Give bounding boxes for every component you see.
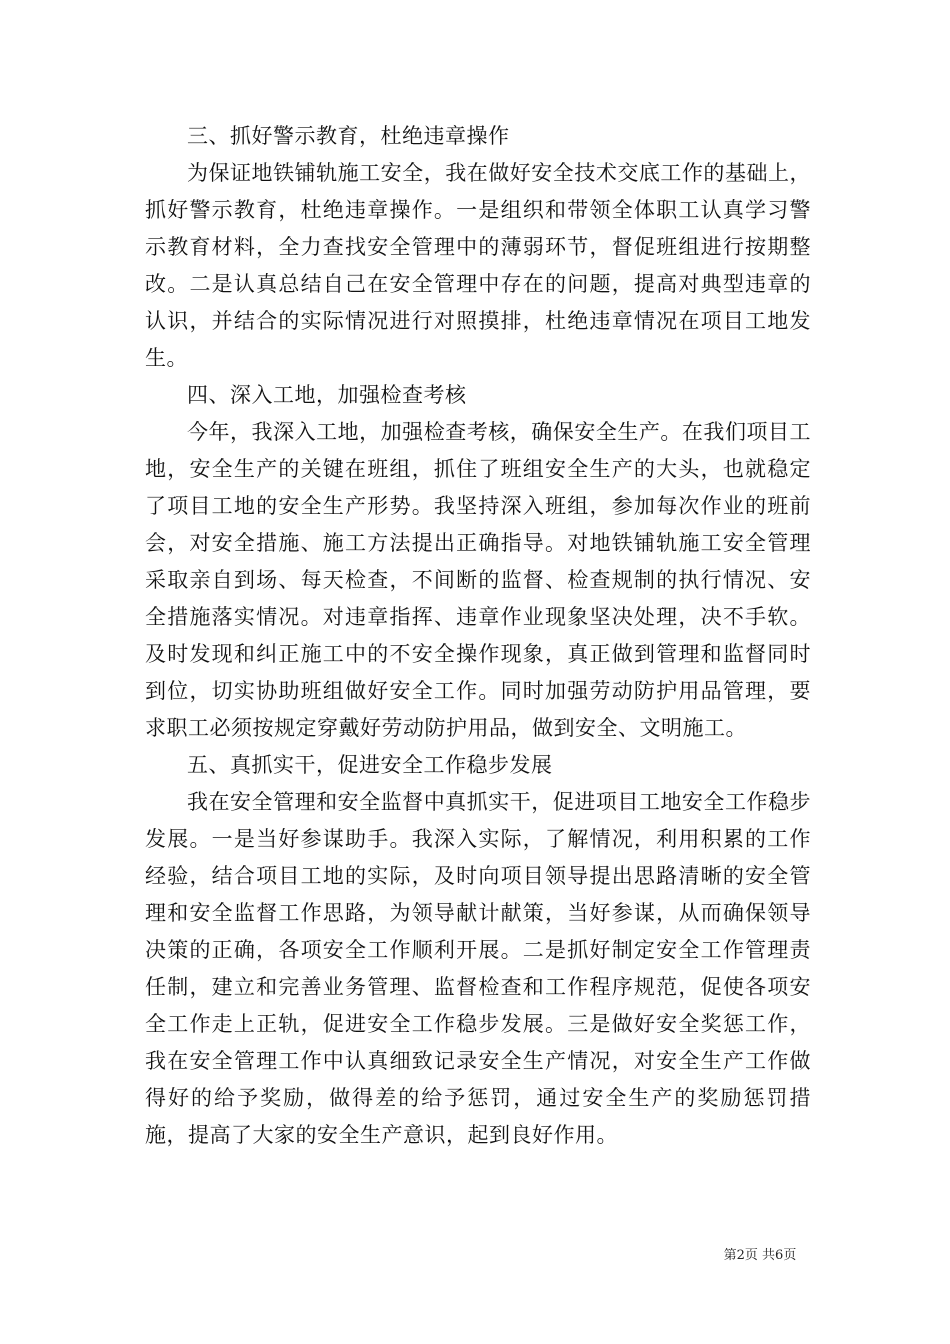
section-paragraph-3: 为保证地铁铺轨施工安全，我在做好安全技术交底工作的基础上，抓好警示教育，杜绝违章操作。一是组织和带领全体职工认真学习警示教育材料，全力查找安全管理中的薄弱环节，督促班组进行按期整改。二是认真总结自己在安全管理中存在的问题，提高对典型违章的认识，并结合的实际情况进行对照摸排，杜绝违章情况在项目工地发生。: [145, 161, 811, 370]
section-heading-3: 三、抓好警示教育，杜绝违章操作: [187, 124, 510, 148]
document-body: [145, 118, 811, 1154]
section-heading-5: 五、真抓实干，促进安全工作稳步发展: [187, 753, 553, 777]
section-heading-4: 四、深入工地，加强检查考核: [187, 383, 467, 407]
section-paragraph-4: 今年，我深入工地，加强检查考核，确保安全生产。在我们项目工地，安全生产的关键在班组，抓住了班组安全生产的大头，也就稳定了项目工地的安全生产形势。我坚持深入班组，参加每次作业的班前会，对安全措施、施工方法提出正确指导。对地铁铺轨施工安全管理采取亲自到场、每天检查，不间断的监督、检查规制的执行情况、安全措施落实情况。对违章指挥、违章作业现象坚决处理，决不手软。及时发现和纠正施工中的不安全操作现象，真正做到管理和监督同时到位，切实协助班组做好安全工作。同时加强劳动防护用品管理，要求职工必须按规定穿戴好劳动防护用品，做到安全、文明施工。: [145, 420, 811, 740]
section-paragraph-5: 我在安全管理和安全监督中真抓实干，促进项目工地安全工作稳步发展。一是当好参谋助手。我深入实际，了解情况，利用积累的工作经验，结合项目工地的实际，及时向项目领导提出思路清晰的安全管理和安全监督工作思路，为领导献计献策，当好参谋，从而确保领导决策的正确，各项安全工作顺利开展。二是抓好制定安全工作管理责任制，建立和完善业务管理、监督检查和工作程序规范，促使各项安全工作走上正轨，促进安全工作稳步发展。三是做好安全奖惩工作，我在安全管理工作中认真细致记录安全生产情况，对安全生产工作做得好的给予奖励，做得差的给予惩罚，通过安全生产的奖励惩罚措施，提高了大家的安全生产意识，起到良好作用。: [145, 790, 811, 1147]
page-footer: 第2页 共6页: [723, 1248, 797, 1263]
